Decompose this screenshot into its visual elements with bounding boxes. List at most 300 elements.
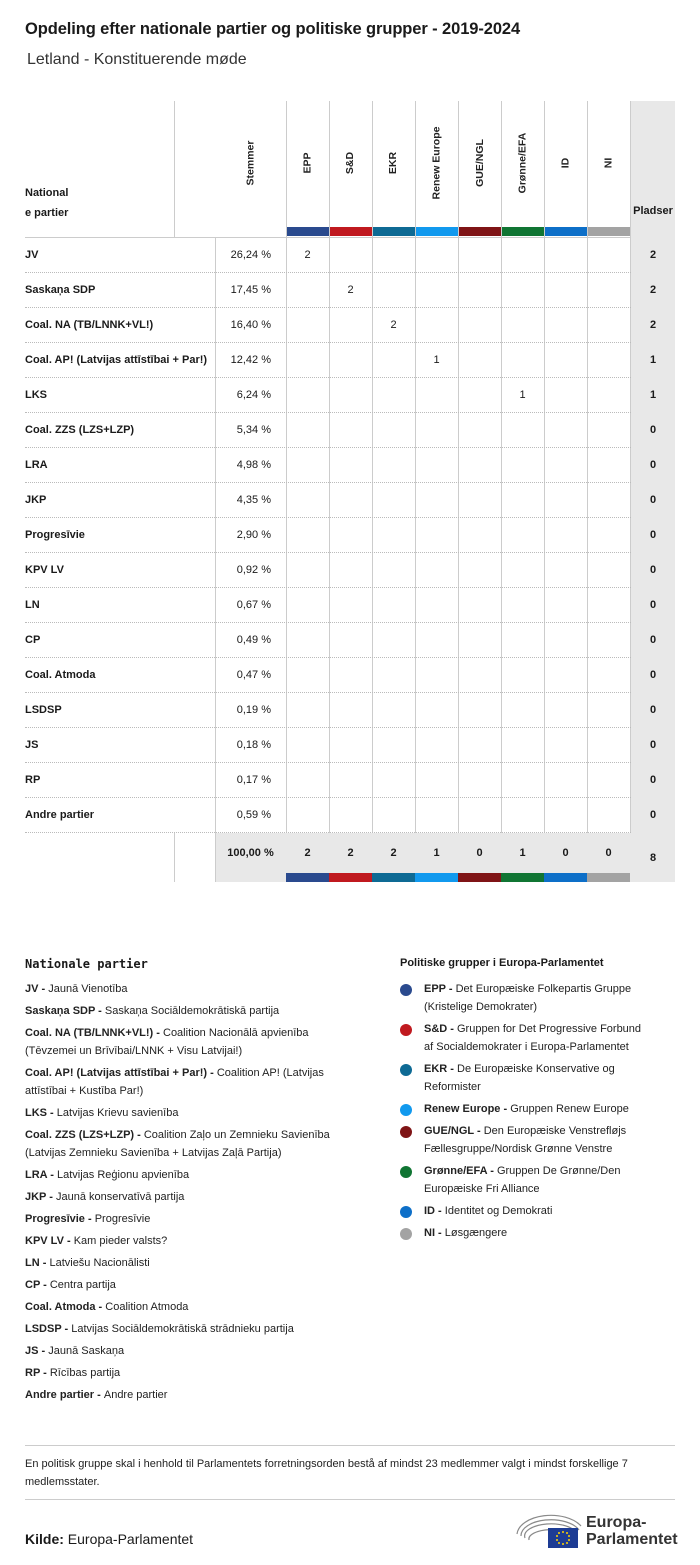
votes-cell: 0,18 % — [236, 738, 271, 751]
group-seat-cell — [501, 447, 544, 482]
group-seat-cell — [415, 587, 458, 622]
group-seat-cell — [286, 412, 329, 447]
group-seat-cell — [587, 237, 630, 272]
group-abbr: EKR - — [424, 1063, 457, 1075]
group-total: 0 — [562, 847, 569, 859]
group-seat-cell — [458, 272, 501, 307]
group-abbr: ID - — [424, 1205, 445, 1217]
party-legend-line — [25, 1188, 184, 1206]
group-full-name-cont: (Kristelige Demokrater) — [424, 1001, 538, 1013]
seats-cell: 0 — [649, 598, 657, 611]
group-seat-cell — [329, 412, 372, 447]
votes-cell: 5,34 % — [236, 423, 271, 436]
group-header-label: Grønne/EFA — [516, 132, 529, 194]
group-color-bar — [544, 873, 587, 882]
party-column-header: National e partier — [25, 187, 69, 219]
group-seat-cell — [415, 692, 458, 727]
group-color-dot — [400, 1064, 412, 1076]
group-abbr: NI - — [424, 1227, 445, 1239]
page-subtitle: Letland - Konstituerende møde — [27, 51, 247, 68]
group-seat-cell — [286, 307, 329, 342]
group-seat-cell — [587, 377, 630, 412]
logo-text — [586, 1514, 678, 1548]
group-seat-cell — [415, 447, 458, 482]
group-seat-cell — [286, 552, 329, 587]
group-seat-cell: 2 — [390, 318, 397, 331]
group-seat-cell — [329, 692, 372, 727]
party-full-name: Latvijas Sociāldemokrātiskā strādnieku partija — [71, 1323, 294, 1335]
votes-cell: 16,40 % — [230, 318, 271, 331]
group-seat-cell — [501, 552, 544, 587]
group-seat-cell — [286, 692, 329, 727]
group-seat-cell — [286, 377, 329, 412]
group-seat-cell — [587, 447, 630, 482]
votes-header-label: Stemmer — [244, 140, 257, 186]
group-color-bar — [587, 873, 630, 882]
group-seat-cell — [458, 307, 501, 342]
group-total: 2 — [347, 847, 354, 859]
seats-cell: 0 — [649, 528, 657, 541]
party-abbr: Progresīvie - — [25, 1213, 95, 1225]
group-seat-cell — [458, 377, 501, 412]
group-seat-cell — [544, 727, 587, 762]
group-seat-cell — [329, 727, 372, 762]
votes-total: 100,00 % — [227, 847, 274, 859]
group-color-dot — [400, 1104, 412, 1116]
party-abbr: LSDSP - — [25, 1323, 72, 1335]
votes-cell: 4,98 % — [236, 458, 271, 471]
group-seat-cell — [458, 622, 501, 657]
group-seat-cell — [501, 412, 544, 447]
group-legend-item — [424, 1060, 684, 1096]
votes-cell: 4,35 % — [236, 493, 271, 506]
group-seat-cell — [544, 377, 587, 412]
party-legend-line — [25, 1298, 188, 1316]
group-seat-cell — [458, 587, 501, 622]
group-seat-cell — [501, 622, 544, 657]
seats-total: 8 — [649, 851, 657, 864]
group-seat-cell — [501, 797, 544, 832]
national-parties-heading: Nationale partier — [25, 957, 148, 971]
group-seat-cell — [544, 517, 587, 552]
party-legend-line — [25, 1024, 309, 1042]
group-legend-item — [424, 1202, 684, 1220]
group-header-epp — [286, 101, 329, 225]
votes-cell: 0,47 % — [236, 668, 271, 681]
group-color-bar — [372, 873, 415, 882]
seats-cell: 2 — [649, 283, 657, 296]
group-seat-cell — [415, 377, 458, 412]
group-seat-cell — [587, 517, 630, 552]
group-seat-cell — [587, 622, 630, 657]
party-name-cell: CP — [25, 633, 41, 646]
group-seat-cell — [587, 482, 630, 517]
group-seat-cell — [544, 237, 587, 272]
party-name-cell: LN — [25, 598, 40, 611]
party-name-cell: Coal. Atmoda — [25, 668, 96, 681]
group-seat-cell — [458, 692, 501, 727]
party-full-name: Jaunā Vienotība — [48, 983, 128, 995]
group-seat-cell — [372, 587, 415, 622]
seats-cell: 0 — [649, 773, 657, 786]
party-name-cell: Coal. AP! (Latvijas attīstībai + Par!) — [25, 353, 208, 366]
group-seat-cell — [372, 447, 415, 482]
party-legend-line — [25, 1002, 279, 1020]
group-seat-cell — [544, 692, 587, 727]
group-total: 1 — [433, 847, 440, 859]
group-color-bar — [501, 227, 544, 236]
group-seat-cell — [544, 657, 587, 692]
party-name-cell: Coal. NA (TB/LNNK+VL!) — [25, 318, 154, 331]
seats-cell: 1 — [649, 353, 657, 366]
group-seat-cell — [415, 272, 458, 307]
votes-cell: 0,67 % — [236, 598, 271, 611]
party-legend-line — [25, 1126, 330, 1144]
party-legend-line — [25, 1232, 167, 1250]
party-legend-line — [25, 1254, 150, 1272]
party-abbr: Coal. AP! (Latvijas attīstībai + Par!) - — [25, 1067, 217, 1079]
group-seat-cell — [587, 272, 630, 307]
group-seat-cell — [329, 552, 372, 587]
party-full-name: Saskaņa Sociāldemokrātiskā partija — [104, 1005, 280, 1017]
votes-cell: 0,19 % — [236, 703, 271, 716]
group-seat-cell — [372, 272, 415, 307]
votes-cell: 6,24 % — [236, 388, 271, 401]
group-seat-cell — [286, 727, 329, 762]
group-seat-cell — [544, 622, 587, 657]
party-abbr: JS - — [25, 1345, 49, 1357]
page-title: Opdeling efter nationale partier og politiske grupper - 2019-2024 — [25, 20, 521, 38]
group-legend-item — [424, 1224, 684, 1242]
group-header-label: GUE/NGL — [473, 139, 486, 187]
group-seat-cell — [372, 342, 415, 377]
group-total: 0 — [476, 847, 483, 859]
group-seat-cell — [372, 692, 415, 727]
group-full-name-cont: af Socialdemokrater i Europa-Parlamentet — [424, 1041, 629, 1053]
group-seat-cell — [415, 797, 458, 832]
group-header-label: Renew Europe — [430, 126, 443, 200]
party-abbr: LKS - — [25, 1107, 57, 1119]
group-legend-item — [424, 1020, 684, 1056]
group-color-bar — [372, 227, 415, 236]
group-seat-cell — [544, 447, 587, 482]
party-full-name: Coalition Zaļo un Zemnieku Savienība — [143, 1129, 330, 1141]
group-full-name-cont: Europæiske Fri Alliance — [424, 1183, 540, 1195]
group-color-dot — [400, 1228, 412, 1240]
votes-cell: 0,59 % — [236, 808, 271, 821]
votes-cell: 0,92 % — [236, 563, 271, 576]
group-seat-cell — [372, 377, 415, 412]
party-legend-line — [25, 1276, 116, 1294]
party-full-name: Latviešu Nacionālisti — [49, 1257, 150, 1269]
group-color-dot — [400, 1126, 412, 1138]
group-seat-cell — [501, 307, 544, 342]
group-color-bar — [415, 873, 458, 882]
party-full-name: (Tēvzemei un Brīvībai/LNNK + Visu Latvijai!) — [25, 1045, 243, 1057]
seats-cell: 0 — [649, 423, 657, 436]
party-name-cell: LRA — [25, 458, 48, 471]
group-seat-cell — [501, 237, 544, 272]
group-seat-cell — [587, 587, 630, 622]
group-total: 2 — [304, 847, 311, 859]
party-full-name: Latvijas Reģionu apvienība — [56, 1169, 190, 1181]
party-full-name: Latvijas Krievu savienība — [56, 1107, 179, 1119]
seats-cell: 0 — [649, 493, 657, 506]
party-legend-line — [25, 1364, 120, 1382]
group-header-gr-nne-efa — [501, 101, 544, 225]
party-abbr: LN - — [25, 1257, 50, 1269]
group-seat-cell — [286, 762, 329, 797]
group-header-label: NI — [602, 157, 615, 169]
group-header-label: ID — [559, 157, 572, 169]
party-full-name: Centra partija — [49, 1279, 116, 1291]
group-seat-cell — [372, 797, 415, 832]
group-seat-cell: 2 — [347, 283, 354, 296]
group-seat-cell — [587, 797, 630, 832]
group-seat-cell — [458, 727, 501, 762]
group-color-bar — [286, 227, 329, 236]
group-seat-cell — [501, 482, 544, 517]
votes-cell: 2,90 % — [236, 528, 271, 541]
group-seat-cell — [587, 307, 630, 342]
party-full-name: Jaunā Saskaņa — [48, 1345, 125, 1357]
group-total: 0 — [605, 847, 612, 859]
party-name-cell: JKP — [25, 493, 47, 506]
group-seat-cell — [372, 412, 415, 447]
party-full-name: (Latvijas Zemnieku Savienība + Latvijas Zaļā Partija) — [25, 1147, 282, 1159]
group-seat-cell — [544, 412, 587, 447]
group-seat-cell: 1 — [519, 388, 526, 401]
party-abbr: LRA - — [25, 1169, 57, 1181]
group-seat-cell — [587, 342, 630, 377]
group-legend-item — [424, 1122, 684, 1158]
group-seat-cell — [587, 657, 630, 692]
party-legend-line — [25, 1082, 143, 1100]
group-total: 1 — [519, 847, 526, 859]
party-full-name: Rīcības partija — [49, 1367, 121, 1379]
party-name-cell: JV — [25, 248, 39, 261]
group-seat-cell — [286, 447, 329, 482]
group-seat-cell — [544, 482, 587, 517]
group-full-name: Identitet og Demokrati — [444, 1205, 553, 1217]
group-seat-cell — [587, 412, 630, 447]
party-abbr: Andre partier - — [25, 1389, 104, 1401]
group-seat-cell — [587, 692, 630, 727]
group-seat-cell — [458, 797, 501, 832]
group-seat-cell — [458, 412, 501, 447]
group-color-bar — [587, 227, 630, 236]
group-header-renew-europe — [415, 101, 458, 225]
votes-cell: 12,42 % — [230, 353, 271, 366]
group-seat-cell — [329, 622, 372, 657]
group-header-label: EPP — [301, 152, 314, 174]
column-divider — [174, 101, 175, 237]
group-color-dot — [400, 1206, 412, 1218]
group-header-label: S&D — [344, 151, 357, 175]
group-full-name: Gruppen De Grønne/Den — [496, 1165, 621, 1177]
party-name-cell: Saskaņa SDP — [25, 283, 96, 296]
party-full-name: Coalition Nacionālā apvienība — [163, 1027, 309, 1039]
party-name-cell: Progresīvie — [25, 528, 85, 541]
group-seat-cell — [544, 587, 587, 622]
group-header-s-d — [329, 101, 372, 225]
group-seat-cell — [329, 587, 372, 622]
party-full-name: Coalition Atmoda — [105, 1301, 189, 1313]
group-seat-cell — [501, 342, 544, 377]
group-full-name: Gruppen for Det Progressive Forbund — [457, 1023, 642, 1035]
party-name-cell: LSDSP — [25, 703, 62, 716]
group-seat-cell — [286, 622, 329, 657]
votes-column-header — [215, 101, 286, 225]
group-color-bar — [458, 873, 501, 882]
party-legend-line — [25, 1064, 324, 1082]
group-seat-cell — [329, 237, 372, 272]
party-legend-line — [25, 1320, 294, 1338]
group-seat-cell — [415, 762, 458, 797]
seats-cell: 0 — [649, 703, 657, 716]
group-abbr: EPP - — [424, 983, 456, 995]
group-seat-cell — [415, 237, 458, 272]
group-seat-cell — [286, 482, 329, 517]
source-label: Kilde: — [25, 1531, 64, 1547]
group-seat-cell: 1 — [433, 353, 440, 366]
party-full-name: Kam pieder valsts? — [73, 1235, 168, 1247]
group-full-name: Løsgængere — [444, 1227, 508, 1239]
seats-cell: 2 — [649, 248, 657, 261]
footnote: En politisk gruppe skal i henhold til Parlamentets forretningsorden bestå af mindst 23 medlemmer valgt i mindst forskellige 7 medlemsstater. — [25, 1458, 628, 1488]
party-abbr: RP - — [25, 1367, 50, 1379]
group-header-label: EKR — [387, 151, 400, 175]
group-seat-cell — [329, 447, 372, 482]
party-abbr: JKP - — [25, 1191, 56, 1203]
group-color-bar — [415, 227, 458, 236]
group-seat-cell — [501, 587, 544, 622]
group-seat-cell — [329, 377, 372, 412]
group-seat-cell — [587, 762, 630, 797]
party-legend-line — [25, 1342, 124, 1360]
party-name-cell: Coal. ZZS (LZS+LZP) — [25, 423, 135, 436]
group-full-name: Det Europæiske Folkepartis Gruppe — [455, 983, 632, 995]
group-seat-cell — [544, 762, 587, 797]
group-color-bar — [544, 227, 587, 236]
logo-line-1: Europa- — [586, 1514, 647, 1531]
group-seat-cell — [329, 342, 372, 377]
seats-cell: 0 — [649, 633, 657, 646]
group-seat-cell — [501, 727, 544, 762]
party-abbr: KPV LV - — [25, 1235, 74, 1247]
group-seat-cell — [501, 657, 544, 692]
column-divider — [286, 101, 287, 237]
group-seat-cell — [329, 762, 372, 797]
group-seat-cell — [544, 307, 587, 342]
group-header-ni — [587, 101, 630, 225]
group-abbr: Renew Europe - — [424, 1103, 511, 1115]
group-seat-cell — [501, 517, 544, 552]
group-seat-cell — [587, 552, 630, 587]
seats-cell: 2 — [649, 318, 657, 331]
group-seat-cell — [415, 622, 458, 657]
group-seat-cell — [286, 657, 329, 692]
group-header-ekr — [372, 101, 415, 225]
votes-cell: 0,49 % — [236, 633, 271, 646]
group-seat-cell — [415, 412, 458, 447]
seats-column-header: Pladser — [633, 205, 673, 217]
group-seat-cell — [372, 622, 415, 657]
group-legend-item — [424, 1100, 684, 1118]
votes-cell: 0,17 % — [236, 773, 271, 786]
group-seat-cell — [372, 727, 415, 762]
divider — [25, 1499, 675, 1500]
group-seat-cell — [329, 482, 372, 517]
group-seat-cell — [329, 307, 372, 342]
party-name-cell: LKS — [25, 388, 47, 401]
group-abbr: GUE/NGL - — [424, 1125, 484, 1137]
group-seat-cell — [372, 482, 415, 517]
group-seat-cell — [415, 727, 458, 762]
group-seat-cell — [458, 552, 501, 587]
group-color-dot — [400, 984, 412, 996]
group-seat-cell — [587, 727, 630, 762]
party-abbr: Coal. ZZS (LZS+LZP) - — [25, 1129, 144, 1141]
group-seat-cell — [372, 237, 415, 272]
source-value: Europa-Parlamentet — [67, 1531, 194, 1547]
group-seat-cell — [501, 762, 544, 797]
group-seat-cell — [458, 447, 501, 482]
seats-cell: 1 — [649, 388, 657, 401]
seats-cell: 0 — [649, 458, 657, 471]
party-legend-line — [25, 1042, 242, 1060]
political-groups-heading: Politiske grupper i Europa-Parlamentet — [400, 957, 604, 969]
party-full-name: Coalition AP! (Latvijas — [216, 1067, 324, 1079]
party-abbr: Coal. NA (TB/LNNK+VL!) - — [25, 1027, 163, 1039]
logo-line-2: Parlamentet — [586, 1531, 678, 1548]
group-legend-item — [424, 980, 684, 1016]
group-seat-cell — [415, 657, 458, 692]
group-legend-item — [424, 1162, 684, 1198]
seats-cell: 0 — [649, 738, 657, 751]
column-divider — [174, 833, 175, 882]
group-seat-cell — [329, 517, 372, 552]
party-abbr: Coal. Atmoda - — [25, 1301, 106, 1313]
group-seat-cell — [458, 482, 501, 517]
party-legend-line — [25, 1104, 178, 1122]
party-full-name: Andre partier — [103, 1389, 168, 1401]
source-line — [25, 1531, 193, 1547]
group-seat-cell — [415, 307, 458, 342]
party-legend-line — [25, 980, 128, 998]
party-full-name: Progresīvie — [94, 1213, 151, 1225]
group-header-id — [544, 101, 587, 225]
group-seat-cell — [501, 692, 544, 727]
group-seat-cell — [372, 657, 415, 692]
party-legend-line — [25, 1166, 189, 1184]
party-name-cell: RP — [25, 773, 41, 786]
party-name-cell: Andre partier — [25, 808, 95, 821]
party-legend-line — [25, 1144, 281, 1162]
seats-cell: 0 — [649, 668, 657, 681]
group-seat-cell — [544, 272, 587, 307]
group-seat-cell — [329, 657, 372, 692]
group-seat-cell — [544, 552, 587, 587]
group-seat-cell — [415, 517, 458, 552]
party-full-name: Jaunā konservatīvā partija — [55, 1191, 185, 1203]
results-table — [25, 101, 675, 883]
party-abbr: CP - — [25, 1279, 50, 1291]
group-color-bar — [329, 227, 372, 236]
group-seat-cell — [372, 517, 415, 552]
group-full-name: De Europæiske Konservative og — [457, 1063, 615, 1075]
group-seat-cell — [415, 552, 458, 587]
